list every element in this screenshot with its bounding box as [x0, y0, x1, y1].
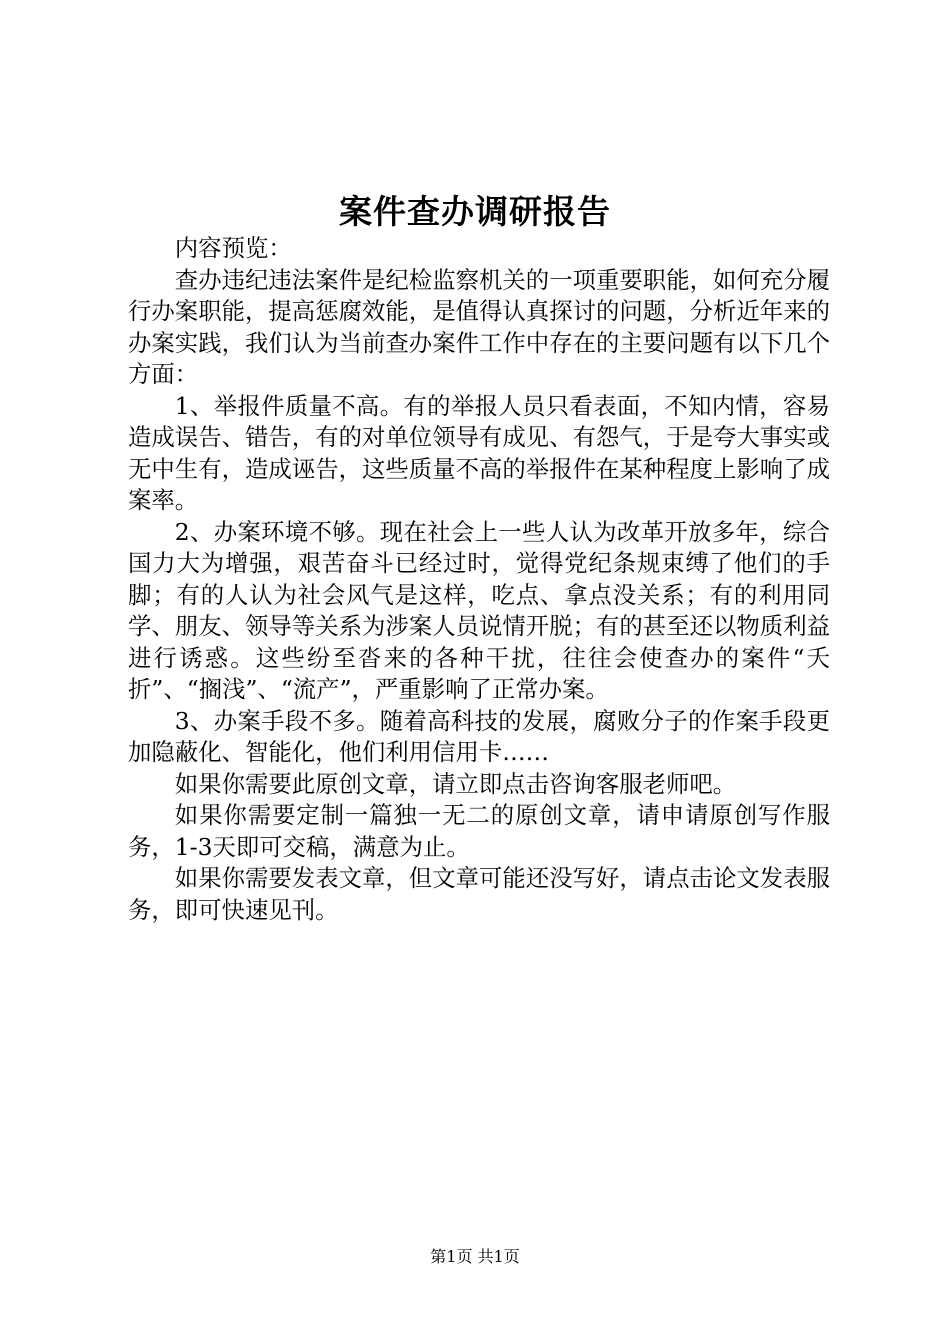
document-body [128, 233, 830, 926]
promo-paragraph-3: 如果你需要发表文章，但文章可能还没写好，请点击论文发表服务，即可快速见刊。 [128, 864, 830, 924]
intro-paragraph: 查办违纪违法案件是纪检监察机关的一项重要职能，如何充分履行办案职能，提高惩腐效能，是值得认真探讨的问题，分析近年来的办案实践，我们认为当前查办案件工作中存在的主要问题有以下几个方面： [128, 265, 830, 388]
document-title: 案件查办调研报告 [339, 192, 611, 231]
point-2-paragraph: 2、办案环境不够。现在社会上一些人认为改革开放多年，综合国力大为增强，艰苦奋斗已经过时，觉得党纪条规束缚了他们的手脚；有的人认为社会风气是这样，吃点、拿点没关系；有的利用同学、朋友、领导等关系为涉案人员说情开脱；有的甚至还以物质利益进行诱惑。这些纷至沓来的各种干扰，往往会使查办的案件“夭折”、“搁浅”、“流产”，严重影响了正常办案。 [128, 517, 830, 703]
point-3-paragraph: 3、办案手段不多。随着高科技的发展，腐败分子的作案手段更加隐蔽化、智能化，他们利用信用卡…… [128, 706, 830, 766]
page-number-footer: 第1页 共1页 [430, 1247, 520, 1266]
point-1-paragraph: 1、举报件质量不高。有的举报人员只看表面，不知内情，容易造成误告、错告，有的对单位领导有成见、有怨气，于是夸大事实或无中生有，造成诬告，这些质量不高的举报件在某种程度上影响了成案率。 [128, 391, 830, 514]
promo-paragraph-1: 如果你需要此原创文章，请立即点击咨询客服老师吧。 [174, 769, 737, 798]
promo-paragraph-2: 如果你需要定制一篇独一无二的原创文章，请申请原创写作服务，1-3天即可交稿，满意为止。 [128, 801, 830, 861]
preview-label: 内容预览： [174, 234, 292, 262]
